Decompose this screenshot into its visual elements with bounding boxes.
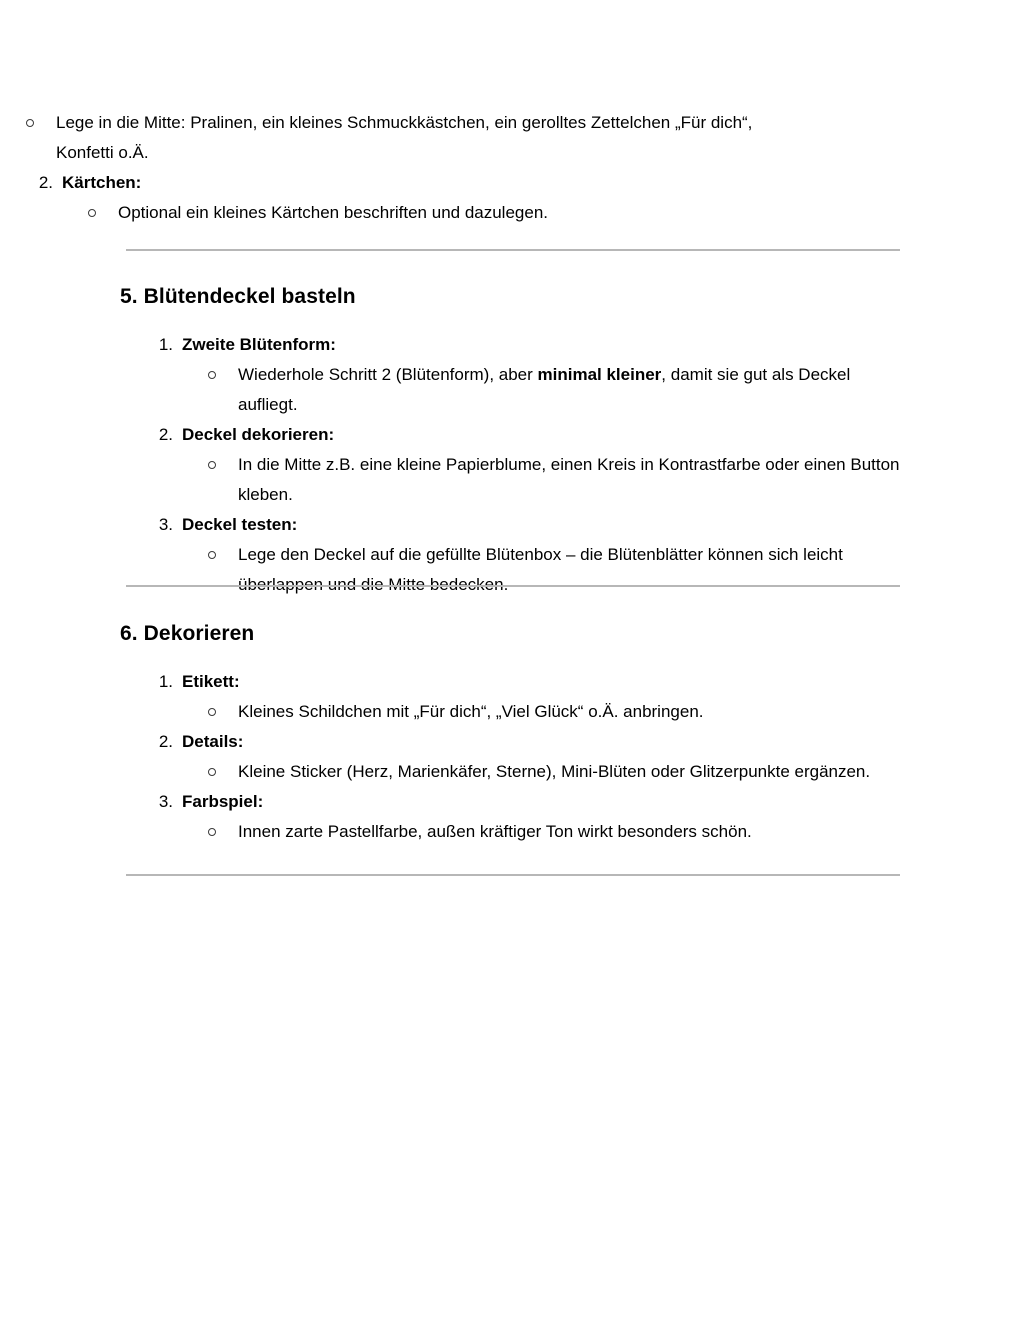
circle-bullet-icon (208, 828, 216, 836)
list-item (120, 727, 910, 787)
bullet-text (238, 757, 910, 787)
list-number: 1. (158, 672, 173, 691)
circle-bullet-icon (26, 119, 34, 127)
section-5-list-block (120, 330, 910, 600)
bullet-text-emphasis: minimal kleiner (537, 365, 662, 384)
circle-bullet-icon (208, 768, 216, 776)
list-number: 2. (158, 732, 173, 751)
bullet-text-pre: Innen zarte Pastellfarbe, außen kräftiger Ton wirkt besonders schön. (238, 822, 752, 841)
bullet-text (238, 540, 910, 600)
list-number: 2. (38, 173, 53, 192)
list-number: 1. (158, 335, 173, 354)
list-item-label: Farbspiel: (182, 792, 264, 811)
circle-bullet-icon (208, 461, 216, 469)
list-item-label: Deckel testen: (182, 515, 298, 534)
list-number: 3. (158, 792, 173, 811)
list-item-label: Zweite Blütenform: (182, 335, 336, 354)
continued-list-block (0, 108, 790, 228)
list-item (120, 330, 910, 420)
numbered-list (0, 168, 790, 228)
section-6-list-block (120, 667, 910, 847)
list-item-label: Details: (182, 732, 244, 751)
bullet-text-pre: In die Mitte z.B. eine kleine Papierblume, einen Kreis in Kontrastfarbe oder einen Button kleben. (238, 455, 900, 504)
circle-bullet-icon (88, 209, 96, 217)
bullet-text-pre: Wiederhole Schritt 2 (Blütenform), aber (238, 365, 538, 384)
section-divider (126, 874, 900, 876)
section-divider (126, 585, 900, 587)
list-item-label: Etikett: (182, 672, 240, 691)
list-item (182, 360, 910, 420)
sub-bullet-list (182, 757, 910, 787)
bullet-text-pre: Kleine Sticker (Herz, Marienkäfer, Sterne), Mini-Blüten oder Glitzerpunkte ergänzen. (238, 762, 871, 781)
list-item (182, 697, 910, 727)
sub-bullet-list (182, 697, 910, 727)
list-item (182, 540, 910, 600)
bullet-text-pre: Kleines Schildchen mit „Für dich“, „Viel Glück“ o.Ä. anbringen. (238, 702, 704, 721)
list-item (0, 108, 790, 168)
list-item (120, 420, 910, 510)
list-item-label: Kärtchen: (62, 173, 142, 192)
numbered-list (120, 667, 910, 847)
bullet-text (238, 450, 910, 510)
circle-bullet-icon (208, 708, 216, 716)
bullet-text: Lege in die Mitte: Pralinen, ein kleines Schmuckkästchen, ein gerolltes Zettelchen „Für dich“, Konfetti o.Ä. (56, 113, 753, 162)
bullet-text-post: , damit sie gut als Deckel aufliegt. (238, 365, 851, 414)
list-item (182, 450, 910, 510)
page-title: 6. Dekorieren (120, 622, 255, 645)
numbered-list (120, 330, 910, 600)
sub-bullet-list (182, 540, 910, 600)
list-number: 2. (158, 425, 173, 444)
list-item (0, 168, 790, 228)
bullet-text: Optional ein kleines Kärtchen beschriften und dazulegen. (118, 203, 549, 222)
list-item (182, 757, 910, 787)
list-number: 3. (158, 515, 173, 534)
sub-bullet-list (182, 450, 910, 510)
circle-bullet-icon (208, 371, 216, 379)
sub-bullet-list (182, 360, 910, 420)
bullet-text (238, 697, 910, 727)
orphan-bullet-list (0, 108, 790, 168)
bullet-text (238, 817, 910, 847)
list-item-label: Deckel dekorieren: (182, 425, 335, 444)
list-item (62, 198, 790, 228)
page-title: 5. Blütendeckel basteln (120, 285, 356, 308)
circle-bullet-icon (208, 551, 216, 559)
list-item (120, 667, 910, 727)
list-item (120, 787, 910, 847)
bullet-text (238, 360, 910, 420)
list-item (182, 817, 910, 847)
sub-bullet-list (182, 817, 910, 847)
bullet-text-pre: Lege den Deckel auf die gefüllte Blütenbox – die Blütenblätter können sich leicht überlappen und die Mitte bedecken. (238, 545, 843, 594)
section-divider (126, 249, 900, 251)
sub-bullet-list (62, 198, 790, 228)
